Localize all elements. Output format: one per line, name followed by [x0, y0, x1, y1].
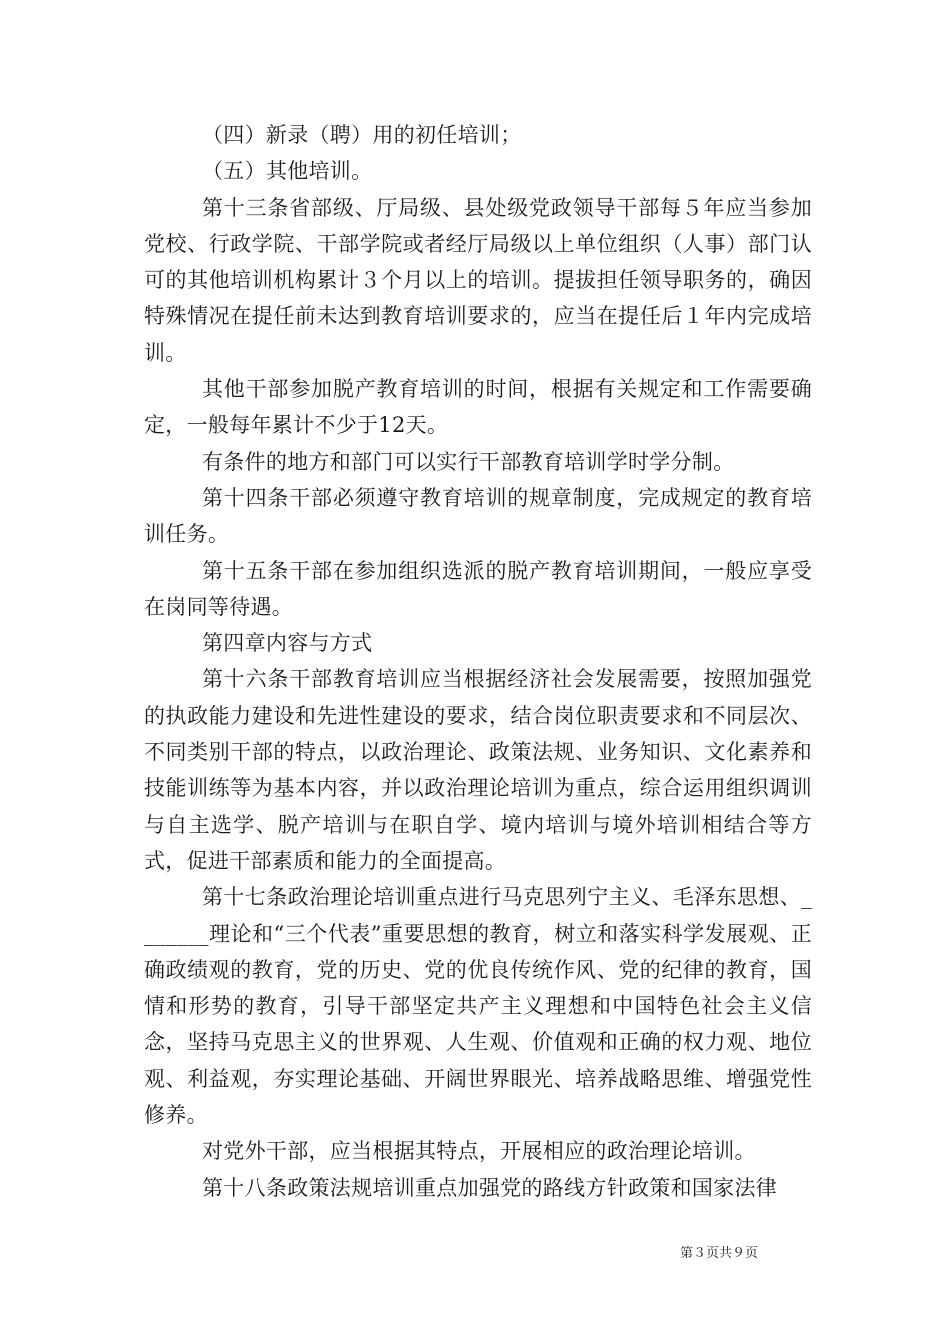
paragraph-credit-system: 有条件的地方和部门可以实行干部教育培训学时学分制。	[202, 449, 735, 474]
paragraph-article-13: 第十三条省部级、厅局级、县处级党政领导干部每５年应当参加党校、行政学院、干部学院或者经厅局级以上单位组织（人事）部门认可的其他培训机构累计３个月以上的培训。提拔担任领导职务的，确因特殊情况在提任前未达到教育培训要求的，应当在提任后１年内完成培训。	[144, 195, 812, 365]
paragraph-article-16: 第十六条干部教育培训应当根据经济社会发展需要，按照加强党的执政能力建设和先进性建设的要求，结合岗位职责要求和不同层次、不同类别干部的特点，以政治理论、政策法规、业务知识、文化素养和技能训练等为基本内容，并以政治理论培训为重点，综合运用组织调训与自主选学、脱产培训与在职自学、境内培训与境外培训相结合等方式，促进干部素质和能力的全面提高。	[144, 667, 812, 873]
paragraph-article-18: 第十八条政策法规培训重点加强党的路线方针政策和国家法律	[202, 1175, 778, 1200]
paragraph-item-5: （五）其他培训。	[202, 159, 373, 184]
page-number: 第３页共９页	[680, 1246, 759, 1261]
chapter-heading: 第四章内容与方式	[202, 631, 373, 656]
paragraph-other-cadres: 其他干部参加脱产教育培训的时间，根据有关规定和工作需要确定，一般每年累计不少于12天。	[144, 377, 812, 438]
paragraph-item-4: （四）新录（聘）用的初任培训；	[202, 123, 522, 147]
paragraph-non-party-cadres: 对党外干部，应当根据其特点，开展相应的政治理论培训。	[202, 1139, 756, 1164]
paragraph-article-14: 第十四条干部必须遵守教育培训的规章制度，完成规定的教育培训任务。	[144, 485, 812, 547]
document-body	[144, 117, 812, 1206]
paragraph-article-15: 第十五条干部在参加组织选派的脱产教育培训期间，一般应享受在岗同等待遇。	[144, 558, 812, 619]
paragraph-article-17: 第十七条政治理论培训重点进行马克思列宁主义、毛泽东思想、_______理论和“三个代表”重要思想的教育，树立和落实科学发展观、正确政绩观的教育，党的历史、党的优良传统作风、党的纪律的教育，国情和形势的教育，引导干部坚定共产主义理想和中国特色社会主义信念，坚持马克思主义的世界观、人生观、价值观和正确的权力观、地位观、利益观，夯实理论基础、开阔世界眼光、培养战略思维、增强党性修养。	[144, 885, 813, 1128]
